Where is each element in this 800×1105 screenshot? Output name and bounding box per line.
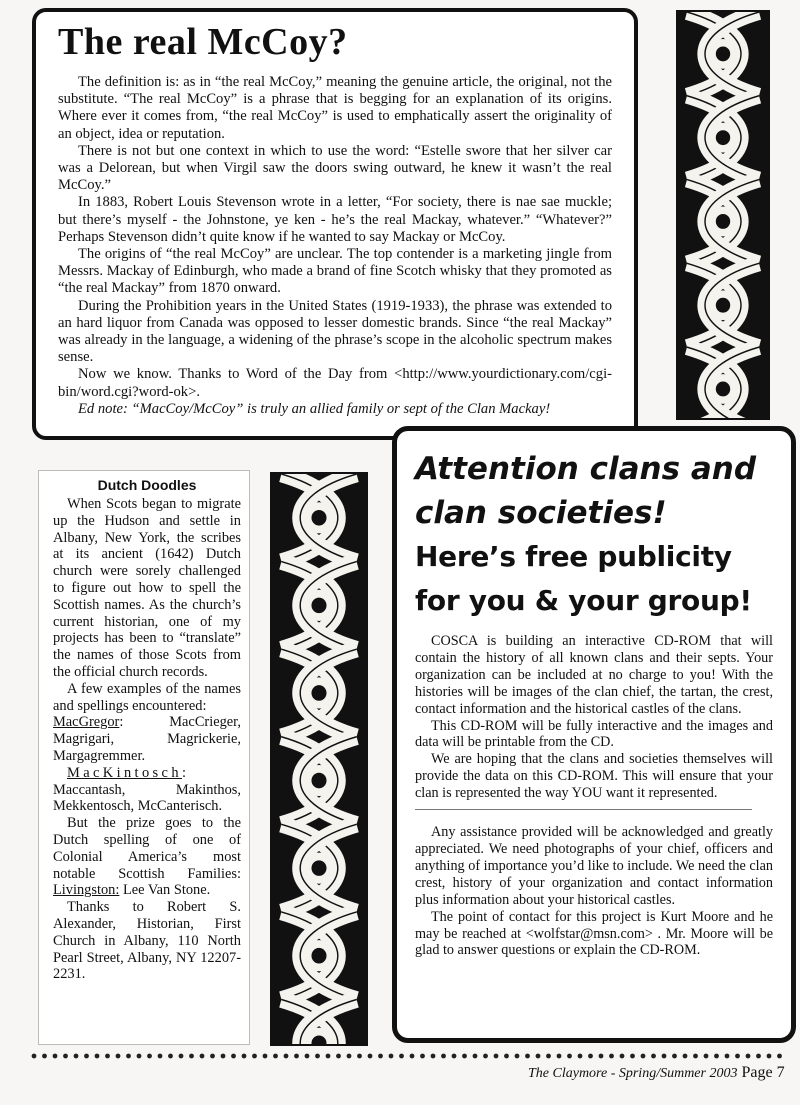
mackintosh-spellings: : Maccantash, Makinthos, Mekkentosch, McCanterisch. [53, 764, 241, 815]
mccoy-title: The real McCoy? [58, 21, 348, 63]
dutch-prize-spelling: Lee Van Stone. [119, 882, 211, 899]
knot-art [272, 474, 366, 1044]
ad-headline-line1: Attention clans and [415, 451, 757, 487]
dutch-paragraph [53, 815, 241, 899]
ad-paragraph: We are hoping that the clans and societies themselves will provide the data on this CD-ROM. This will ensure that your clan is represented the way YOU want it represented. [415, 751, 773, 802]
macgregor-entry [53, 714, 241, 764]
mccoy-paragraph: The definition is: as in “the real McCoy,” meaning the genuine article, the original, not the substitute. “The real McCoy” is a phrase that is begging for an explanation of its origins. Where ever it comes from, “the real McCoy” is used to emphatically assert the originality of an object, idea or reputation. [58, 74, 612, 142]
mackintosh-name: MacKintosch [67, 764, 182, 781]
mackintosh-entry [53, 765, 241, 815]
mccoy-paragraph: There is not but one context in which to use the word: “Estelle swore that her silver car was a Delorean, but when Virgil saw the doors swing outward, he knew it wasn’t the real McCoy.” [58, 142, 612, 194]
celtic-knot-border-middle [270, 472, 368, 1046]
mccoy-paragraph: During the Prohibition years in the United States (1919-1933), the phrase was extended to an hard liquor from Canada was opposed to lesser domestic brands. Since “the real Mackay” was already in the language, a widening of the phrase’s scope in the alcoholic spectrum makes sense. [58, 297, 612, 366]
dutch-title: Dutch Doodles [97, 477, 197, 493]
magazine-issue: The Claymore - Spring/Summer 2003 [528, 1066, 738, 1081]
ad-headline-line2: clan societies! [415, 495, 667, 531]
knot-art [678, 12, 768, 418]
dutch-paragraph: When Scots began to migrate up the Hudson and settle in Albany, New York, the scribes at its ancient (1642) Dutch church were sorely challenged to figure out how to spell the Scottish names. As the church’s current historian, one of my projects has been to “translate” the names of those Scots from the official church records. [53, 496, 241, 680]
ad-contact-paragraph: The point of contact for this project is Kurt Moore and he may be reached at <wolfstar@msn.com> . Mr. Moore will be glad to answer questions or explain the CD-ROM. [415, 908, 773, 959]
macgregor-spellings: : MacCrieger, Magrigari, Magrickerie, Margagremmer. [53, 714, 241, 764]
dutch-doodles-article [38, 470, 250, 1045]
ad-paragraph: COSCA is building an interactive CD-ROM that will contain the history of all known clans and their septs. Your organization can be included at no charge to you! With the histories will be images of the clan chief, the tartan, the crest, contact information and the historical castles of the clans. [415, 633, 773, 717]
attention-clans-ad [392, 426, 796, 1043]
ad-paragraph: Any assistance provided will be acknowledged and greatly appreciated. We need photographs of your chief, officers and anything of importance you’d like to include. We need the clan crest, history of your organization and contact information plus information about your historical castles. [415, 824, 773, 908]
page-footer [528, 1064, 785, 1082]
dotted-rule [30, 1052, 790, 1060]
macgregor-name: MacGregor [53, 714, 120, 731]
ad-headline-line3: Here’s free publicity [415, 540, 732, 573]
mccoy-paragraph: In 1883, Robert Louis Stevenson wrote in a letter, “For society, there is nae sae muckle; but there’s myself - the Johnstone, ye ken - he’s the real Mackay, whatever.” “Whatever?” Perhaps Stevenson didn’t quite know if he wanted to say Mackay or McCoy. [58, 194, 612, 245]
mccoy-paragraph: Now we know. Thanks to Word of the Day from <http://www.yourdictionary.com/cgi-bin/word.cgi?word-ok>. [58, 366, 612, 400]
mccoy-paragraph: The origins of “the real McCoy” are unclear. The top contender is a marketing jingle from Messrs. Mackay of Edinburgh, who made a brand of fine Scotch whisky that they promoted as “the real Mackay” from 1870 onward. [58, 246, 612, 297]
page-number: Page 7 [741, 1064, 785, 1081]
ad-paragraph: This CD-ROM will be fully interactive and the images and data will be printable from the CD. [415, 717, 773, 751]
mccoy-article [32, 8, 638, 440]
celtic-knot-border-top-right [676, 10, 770, 420]
livingston-name: Livingston: [53, 882, 120, 899]
dutch-thanks: Thanks to Robert S. Alexander, Historian, First Church in Albany, 110 North Pearl Street, Albany, NY 12207-2231. [53, 899, 241, 983]
ad-headline-line4: for you & your group! [415, 584, 752, 617]
dutch-paragraph: A few examples of the names and spellings encountered: [53, 680, 241, 714]
editor-note: Ed note: “MacCoy/McCoy” is truly an allied family or sept of the Clan Mackay! [78, 400, 551, 417]
dutch-prize-text: But the prize goes to the Dutch spelling of one of Colonial America’s most notable Scottish Families: [53, 815, 241, 882]
divider [415, 809, 752, 810]
